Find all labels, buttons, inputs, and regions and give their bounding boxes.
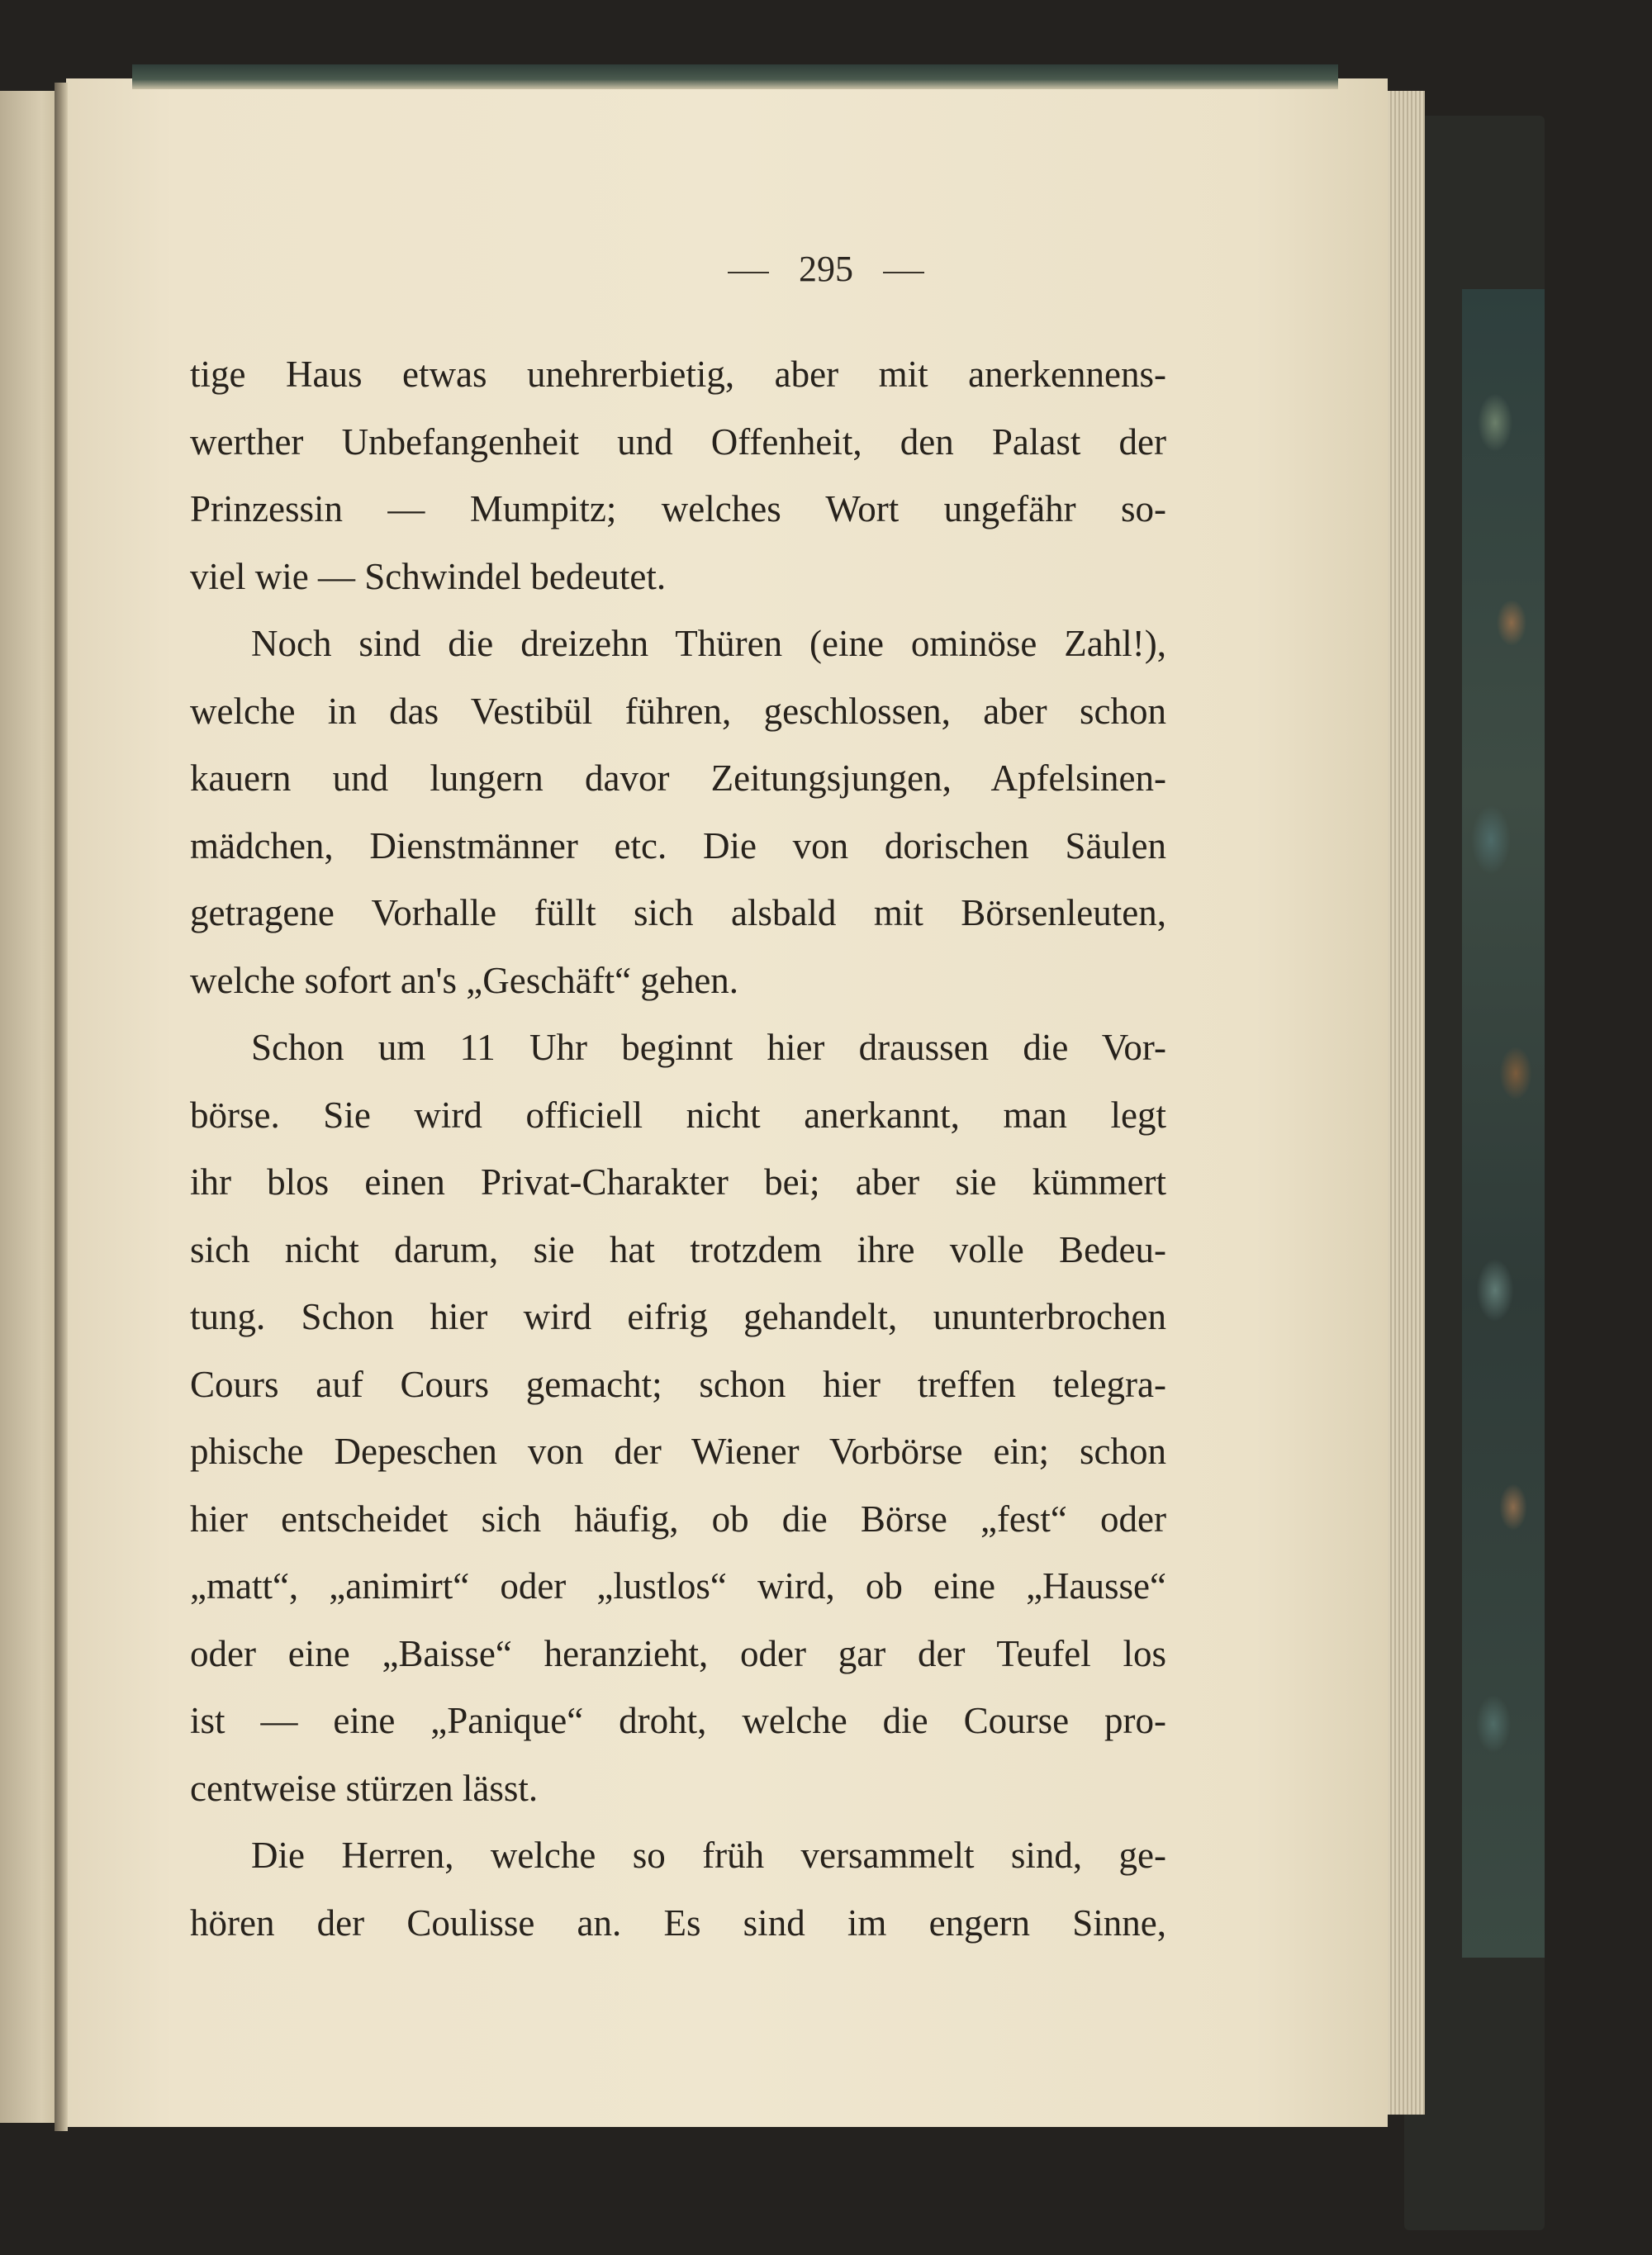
text-line: viel wie — Schwindel bedeutet. xyxy=(190,555,667,597)
text-line: tung. Schon hier wird eifrig gehandelt, ununterbrochen xyxy=(190,1296,1166,1337)
text-line: welche sofort an's „Geschäft“ gehen. xyxy=(190,959,739,1001)
text-line: Cours auf Cours gemacht; schon hier treffen telegra- xyxy=(190,1363,1166,1405)
left-page-edge xyxy=(0,91,59,2123)
text-line: tige Haus etwas unehrerbietig, aber mit anerkennens- xyxy=(190,354,1166,395)
text-line: kauern und lungern davor Zeitungsjungen, Apfelsinen- xyxy=(190,757,1166,799)
text-line: Die Herren, welche so früh versammelt sind, ge- xyxy=(251,1835,1166,1876)
page-top-edge xyxy=(132,64,1338,89)
text-line: getragene Vorhalle füllt sich alsbald mit Börsenleuten, xyxy=(190,892,1166,933)
text-line: ist — eine „Panique“ droht, welche die Course pro- xyxy=(190,1700,1166,1741)
text-line: centweise stürzen lässt. xyxy=(190,1767,539,1809)
text-line: welche in das Vestibül führen, geschlossen, aber schon xyxy=(190,690,1166,732)
text-line: hier entscheidet sich häufig, ob die Börse „fest“ oder xyxy=(190,1498,1166,1540)
book-gutter xyxy=(55,83,68,2131)
page-number: 295 xyxy=(799,249,853,289)
text-line: mädchen, Dienstmänner etc. Die von dorischen Säulen xyxy=(190,824,1166,866)
marbled-endpaper xyxy=(1462,289,1545,1958)
text-line: Prinzessin — Mumpitz; welches Wort ungefähr so- xyxy=(190,488,1166,529)
text-line: phische Depeschen von der Wiener Vorbörse ein; schon xyxy=(190,1431,1166,1472)
dash-right xyxy=(883,272,924,273)
dash-left xyxy=(728,272,769,273)
text-line: börse. Sie wird officiell nicht anerkannt, man legt xyxy=(190,1094,1166,1136)
text-line: Noch sind die dreizehn Thüren (eine ominöse Zahl!), xyxy=(251,623,1166,664)
text-line: oder eine „Baisse“ heranzieht, oder gar der Teufel los xyxy=(190,1632,1166,1674)
body-text xyxy=(190,341,1166,1957)
text-line: Schon um 11 Uhr beginnt hier draussen die Vor- xyxy=(251,1027,1166,1068)
text-line: „matt“, „animirt“ oder „lustlos“ wird, ob eine „Hausse“ xyxy=(190,1565,1166,1607)
text-line: werther Unbefangenheit und Offenheit, den Palast der xyxy=(190,420,1166,463)
text-line: ihr blos einen Privat-Charakter bei; aber sie kümmert xyxy=(190,1161,1166,1203)
text-line: sich nicht darum, sie hat trotzdem ihre volle Bedeu- xyxy=(190,1228,1166,1270)
text-line: hören der Coulisse an. Es sind im engern Sinne, xyxy=(190,1901,1166,1944)
